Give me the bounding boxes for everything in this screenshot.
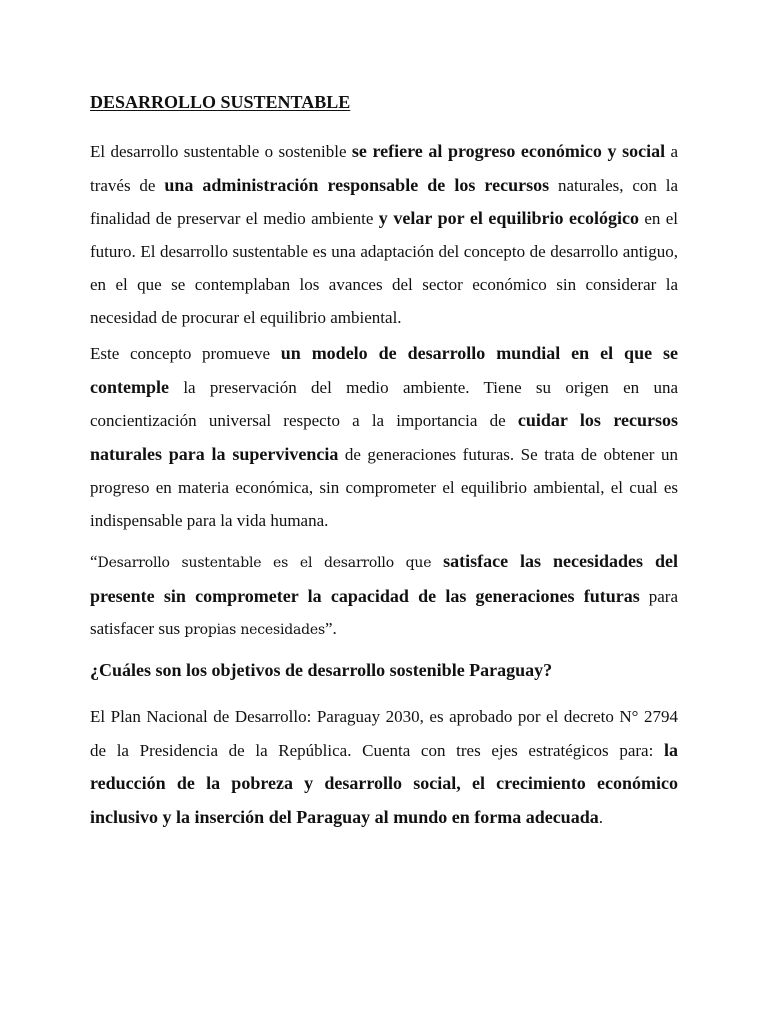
text-span: en el futuro. El desarrollo sustentable es una adaptación del concepto de desarrollo antiguo, en el que se contemplaban los avances del sector económico sin considerar la necesidad de procurar el equilibrio ambiental. — [90, 209, 678, 327]
paragraph-quote — [90, 545, 678, 647]
quote-span: propias necesidades — [184, 622, 325, 639]
text-span: para satisfacer sus — [90, 586, 678, 639]
paragraph-concept — [90, 337, 678, 537]
text-span: a través de — [90, 142, 679, 195]
bold-span: cuidar los recursos naturales para la supervivencia — [90, 410, 678, 465]
document-title: DESARROLLO SUSTENTABLE — [90, 92, 351, 112]
bold-span: satisface las necesidades del presente sin comprometer la capacidad de las generaciones futuras — [90, 551, 679, 606]
text-span: Este concepto promueve — [90, 344, 271, 363]
text-span: naturales, con la finalidad de preservar el medio ambiente — [90, 175, 679, 229]
text-span: de generaciones futuras. Se trata de obtener un progreso en materia económica, sin comprometer el equilibrio ambiental, el cual es indispensable para la vida humana. — [90, 445, 678, 530]
section-heading: ¿Cuáles son los objetivos de desarrollo sostenible Paraguay? — [90, 660, 553, 680]
paragraph-plan — [90, 701, 678, 835]
quote-span: Desarrollo sustentable es el desarrollo que — [97, 555, 432, 571]
text-span: . — [598, 808, 603, 828]
close-quote: ”. — [324, 619, 337, 639]
bold-span: se refiere al progreso económico y social — [351, 141, 666, 161]
text-span: la preservación del medio ambiente. Tiene su origen en una concientización universal respecto a la importancia de — [90, 377, 679, 431]
text-span: El Plan Nacional de Desarrollo: Paraguay 2030, es aprobado por el decreto N° 2794 de la Presidencia de la República. Cuenta con tres ejes estratégicos para: — [90, 707, 678, 760]
bold-span: la reducción de la pobreza y desarrollo social, el crecimiento económico inclusivo y la inserción del Paraguay al mundo en forma adecuada — [90, 739, 678, 828]
bold-span: y velar por el equilibrio ecológico — [378, 208, 639, 229]
text-span: El desarrollo sustentable o sostenible — [90, 142, 347, 161]
open-quote: “ — [90, 552, 98, 571]
bold-span: una administración responsable de los recursos — [164, 174, 550, 195]
paragraph-definition — [90, 135, 678, 334]
bold-span: un modelo de desarrollo mundial en el que se contemple — [90, 343, 679, 397]
